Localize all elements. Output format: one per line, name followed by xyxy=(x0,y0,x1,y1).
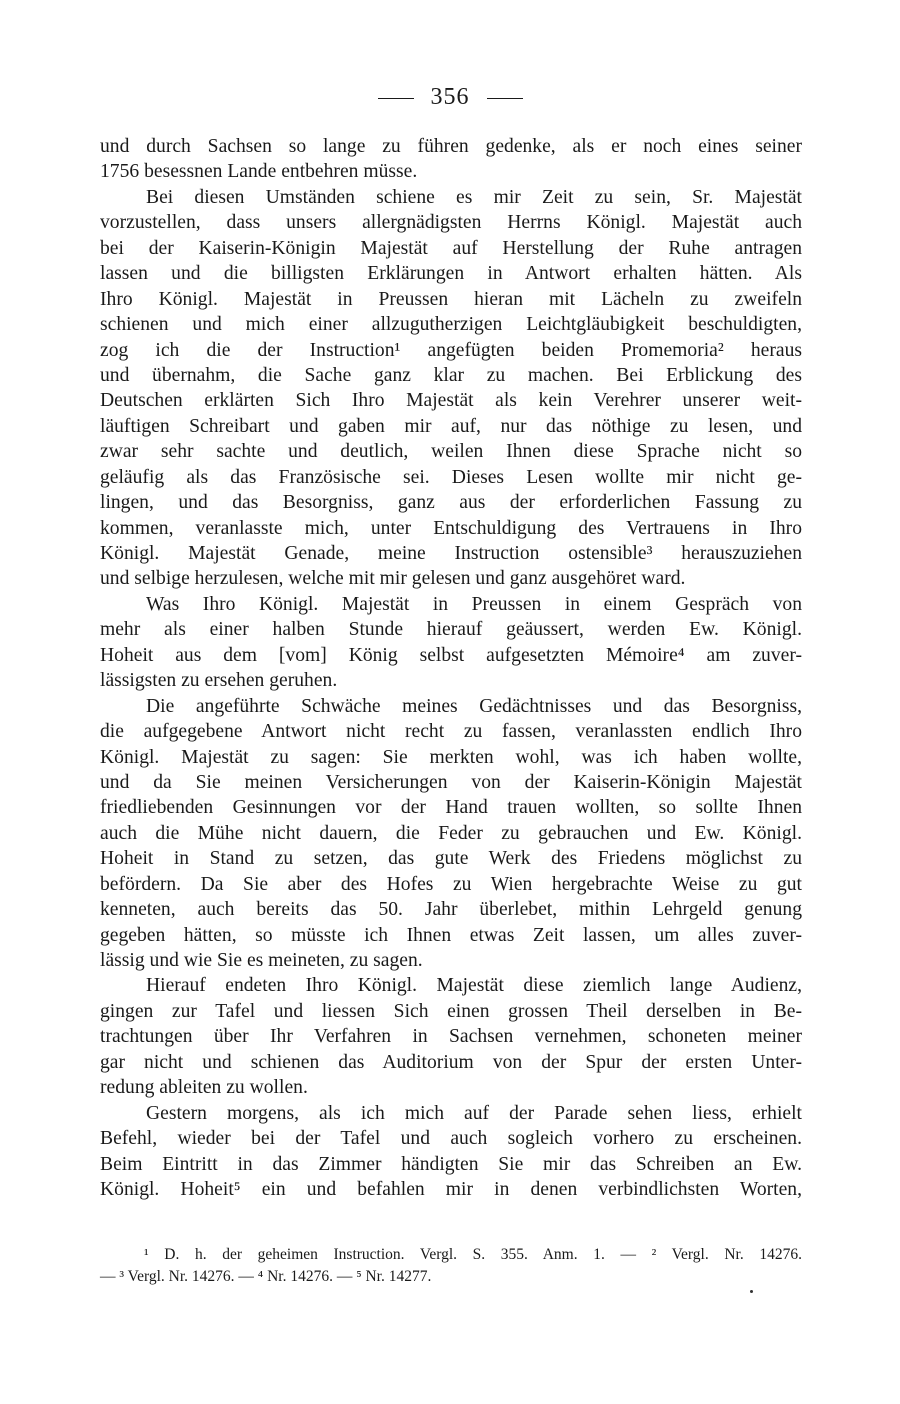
header-dash-right xyxy=(487,98,523,99)
text-line: und durch Sachsen so lange zu führen gedenke, als er noch eines seiner xyxy=(100,136,802,157)
text-line: Königl. Majestät Genade, meine Instruction ostensible³ herauszuziehen xyxy=(100,543,802,564)
text-line: und übernahm, die Sache ganz klar zu machen. Bei Erblickung des xyxy=(100,364,802,386)
text-line: lässig und wie Sie es meineten, zu sagen. xyxy=(100,950,423,971)
text-line: gar nicht und schienen das Auditorium von der Spur der ersten Unter- xyxy=(100,1051,802,1073)
print-speck xyxy=(750,1290,753,1293)
text-line: und da Sie meinen Versicherungen von der Kaiserin-Königin Majestät xyxy=(100,771,802,793)
text-line: und selbige herzulesen, welche mit mir gelesen und ganz ausgehöret ward. xyxy=(100,568,686,590)
text-line: Beim Eintritt in das Zimmer händigten Sie mir das Schreiben an Ew. xyxy=(100,1153,802,1175)
text-line: 1756 besessnen Lande entbehren müsse. xyxy=(100,161,418,183)
text-line: Hoheit aus dem [vom] König selbst aufgesetzten Mémoire⁴ am zuver- xyxy=(100,644,802,666)
page-header xyxy=(0,84,900,111)
text-line: Befehl, wieder bei der Tafel und auch sogleich vorhero zu erscheinen. xyxy=(100,1128,802,1150)
text-line: lässigsten zu ersehen geruhen. xyxy=(100,670,338,692)
paragraph-start-line: Bei diesen Umständen schiene es mir Zeit zu sein, Sr. Majestät xyxy=(146,186,802,208)
paragraph-start-line: Hierauf endeten Ihro Königl. Majestät diese ziemlich lange Audienz, xyxy=(146,975,802,997)
header-dash-left xyxy=(378,98,414,99)
footnote-line: — ³ Vergl. Nr. 14276. — ⁴ Nr. 14276. — ⁵ Nr. 14277. xyxy=(100,1268,432,1285)
text-line: lingen, und das Besorgniss, ganz aus der erforderlichen Fassung zu xyxy=(100,492,802,514)
page-number: 356 xyxy=(430,84,470,110)
text-line: kenneten, auch bereits das 50. Jahr überlebet, mithin Lehrgeld genung xyxy=(100,899,802,921)
footnote-line: ¹ D. h. der geheimen Instruction. Vergl. S. 355. Anm. 1. — ² Vergl. Nr. 14276. xyxy=(144,1246,802,1263)
text-line: mehr als einer halben Stunde hierauf geäussert, werden Ew. Königl. xyxy=(100,619,802,641)
text-line: friedliebenden Gesinnungen vor der Hand trauen wollten, so sollte Ihnen xyxy=(100,797,802,819)
text-line: zog ich die der Instruction¹ angefügten beiden Promemoria² heraus xyxy=(100,339,802,361)
text-line: die aufgegebene Antwort nicht recht zu fassen, veranlassten endlich Ihro xyxy=(100,721,802,743)
text-line: lassen und die billigsten Erklärungen in Antwort erhalten hätten. Als xyxy=(100,263,802,285)
text-line: läuftigen Schreibart und gaben mir auf, nur das nöthige zu lesen, und xyxy=(100,415,802,437)
text-line: gegeben hätten, so müsste ich Ihnen etwas Zeit lassen, um alles zuver- xyxy=(100,924,802,946)
paragraph-start-line: Gestern morgens, als ich mich auf der Parade sehen liess, erhielt xyxy=(146,1102,802,1124)
body-text xyxy=(100,134,802,1202)
text-line: Königl. Hoheit⁵ ein und befahlen mir in denen verbindlichsten Worten, xyxy=(100,1178,802,1200)
text-line: Ihro Königl. Majestät in Preussen hieran mit Lächeln zu zweifeln xyxy=(100,288,802,310)
text-line: auch die Mühe nicht dauern, die Feder zu gebrauchen und Ew. Königl. xyxy=(100,822,802,844)
paragraph-start-line: Was Ihro Königl. Majestät in Preussen in einem Gespräch von xyxy=(146,593,802,615)
text-line: kommen, veranlasste mich, unter Entschuldigung des Vertrauens in Ihro xyxy=(100,517,802,539)
text-line: befördern. Da Sie aber des Hofes zu Wien hergebrachte Weise zu gut xyxy=(100,873,802,895)
paragraph-start-line: Die angeführte Schwäche meines Gedächtnisses und das Besorgniss, xyxy=(146,695,802,717)
text-line: geläufig als das Französische sei. Dieses Lesen wollte mir nicht ge- xyxy=(100,466,802,488)
text-line: schienen und mich einer allzugutherzigen Leichtgläubigkeit beschuldigten, xyxy=(100,314,802,336)
footnotes xyxy=(100,1244,802,1288)
text-line: bei der Kaiserin-Königin Majestät auf Herstellung der Ruhe antragen xyxy=(100,237,802,259)
text-line: Hoheit in Stand zu setzen, das gute Werk des Friedens möglichst zu xyxy=(100,848,802,870)
text-line: zwar sehr sachte und deutlich, weilen Ihnen diese Sprache nicht so xyxy=(100,441,802,463)
text-line: redung ableiten zu wollen. xyxy=(100,1077,308,1099)
text-line: Deutschen erklärten Sich Ihro Majestät als kein Verehrer unserer weit- xyxy=(100,390,802,412)
text-line: trachtungen über Ihr Verfahren in Sachsen vernehmen, schoneten meiner xyxy=(100,1026,802,1048)
text-line: Königl. Majestät zu sagen: Sie merkten wohl, was ich haben wollte, xyxy=(100,746,802,768)
text-line: gingen zur Tafel und liessen Sich einen grossen Theil derselben in Be- xyxy=(100,1000,802,1022)
text-line: vorzustellen, dass unsers allergnädigsten Herrns Königl. Majestät auch xyxy=(100,212,802,234)
